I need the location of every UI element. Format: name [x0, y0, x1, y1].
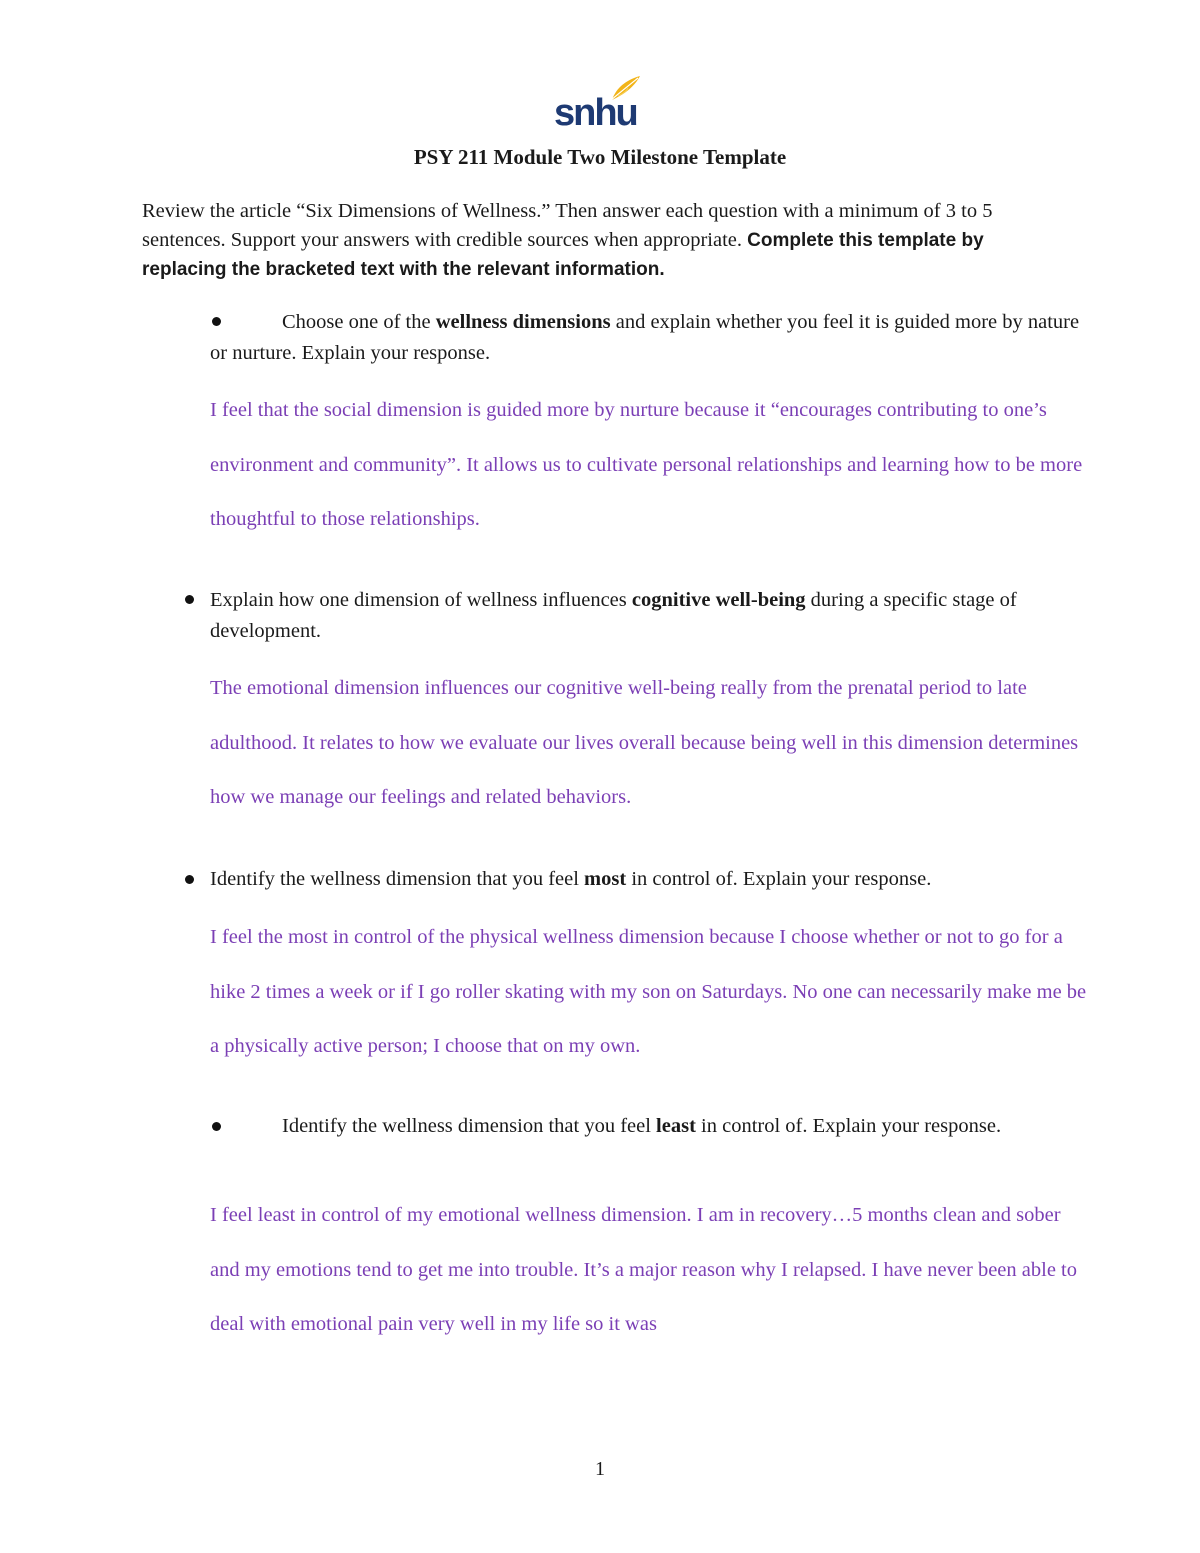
question-1: [210, 307, 1080, 369]
question-text: Identify the wellness dimension that you feel: [282, 1115, 657, 1137]
question-text: in control of. Explain your response.: [626, 868, 932, 890]
question-text: during a specific stage of development.: [210, 589, 1017, 642]
answer-2: The emotional dimension influences our cognitive well-being really from the prenatal period to late adulthood. It relates to how we evaluate our lives overall because being well in this dimension determines how we manage our feelings and related behaviors.: [210, 677, 1079, 808]
bullet-icon: [185, 595, 194, 604]
bullet-icon: [185, 875, 194, 884]
logo-wordmark: snhu: [554, 92, 637, 134]
answer-3: I feel the most in control of the physical wellness dimension because I choose whether or not to go for a hike 2 times a week or if I go roller skating with my son on Saturdays. No one can necessarily make me be a physically active person; I choose that on my own.: [210, 926, 1087, 1057]
question-text: Explain how one dimension of wellness influences: [210, 589, 632, 611]
answer-4: I feel least in control of my emotional wellness dimension. I am in recovery…5 months clean and sober and my emotions tend to get me into trouble. It’s a major reason why I relapsed. I have never been able to deal with emotional pain very well in my life so it was: [210, 1204, 1077, 1335]
question-text: in control of. Explain your response.: [695, 1115, 1002, 1137]
document-title: PSY 211 Module Two Milestone Template: [413, 145, 787, 169]
question-keyword: most: [584, 868, 627, 890]
question-text: Choose one of the: [282, 311, 436, 333]
question-4: [210, 1111, 1080, 1142]
question-keyword: least: [656, 1115, 696, 1137]
instructions-bold-text: Complete this template by replacing the bracketed text with the relevant information.: [142, 229, 984, 280]
page-number: 1: [595, 1458, 605, 1480]
question-text: Identify the wellness dimension that you feel: [210, 868, 585, 890]
answer-1: I feel that the social dimension is guided more by nurture because it “encourages contributing to one’s environment and community”. It allows us to cultivate personal relationships and learning how to be more thoughtful to those relationships.: [210, 399, 1083, 530]
instructions-text: Review the article “Six Dimensions of Wellness.” Then answer each question with a minimum of 3 to 5 sentences. Support your answers with credible sources when appropriate.: [142, 200, 993, 251]
snhu-logo: [554, 74, 640, 132]
question-2: [210, 585, 1080, 647]
instructions-paragraph: [142, 197, 1072, 285]
question-keyword: wellness dimensions: [435, 311, 611, 333]
question-keyword: cognitive well-being: [631, 589, 806, 611]
question-3: [210, 864, 1080, 895]
question-text: and explain whether you feel it is guided more by nature or nurture. Explain your response.: [210, 311, 1080, 364]
